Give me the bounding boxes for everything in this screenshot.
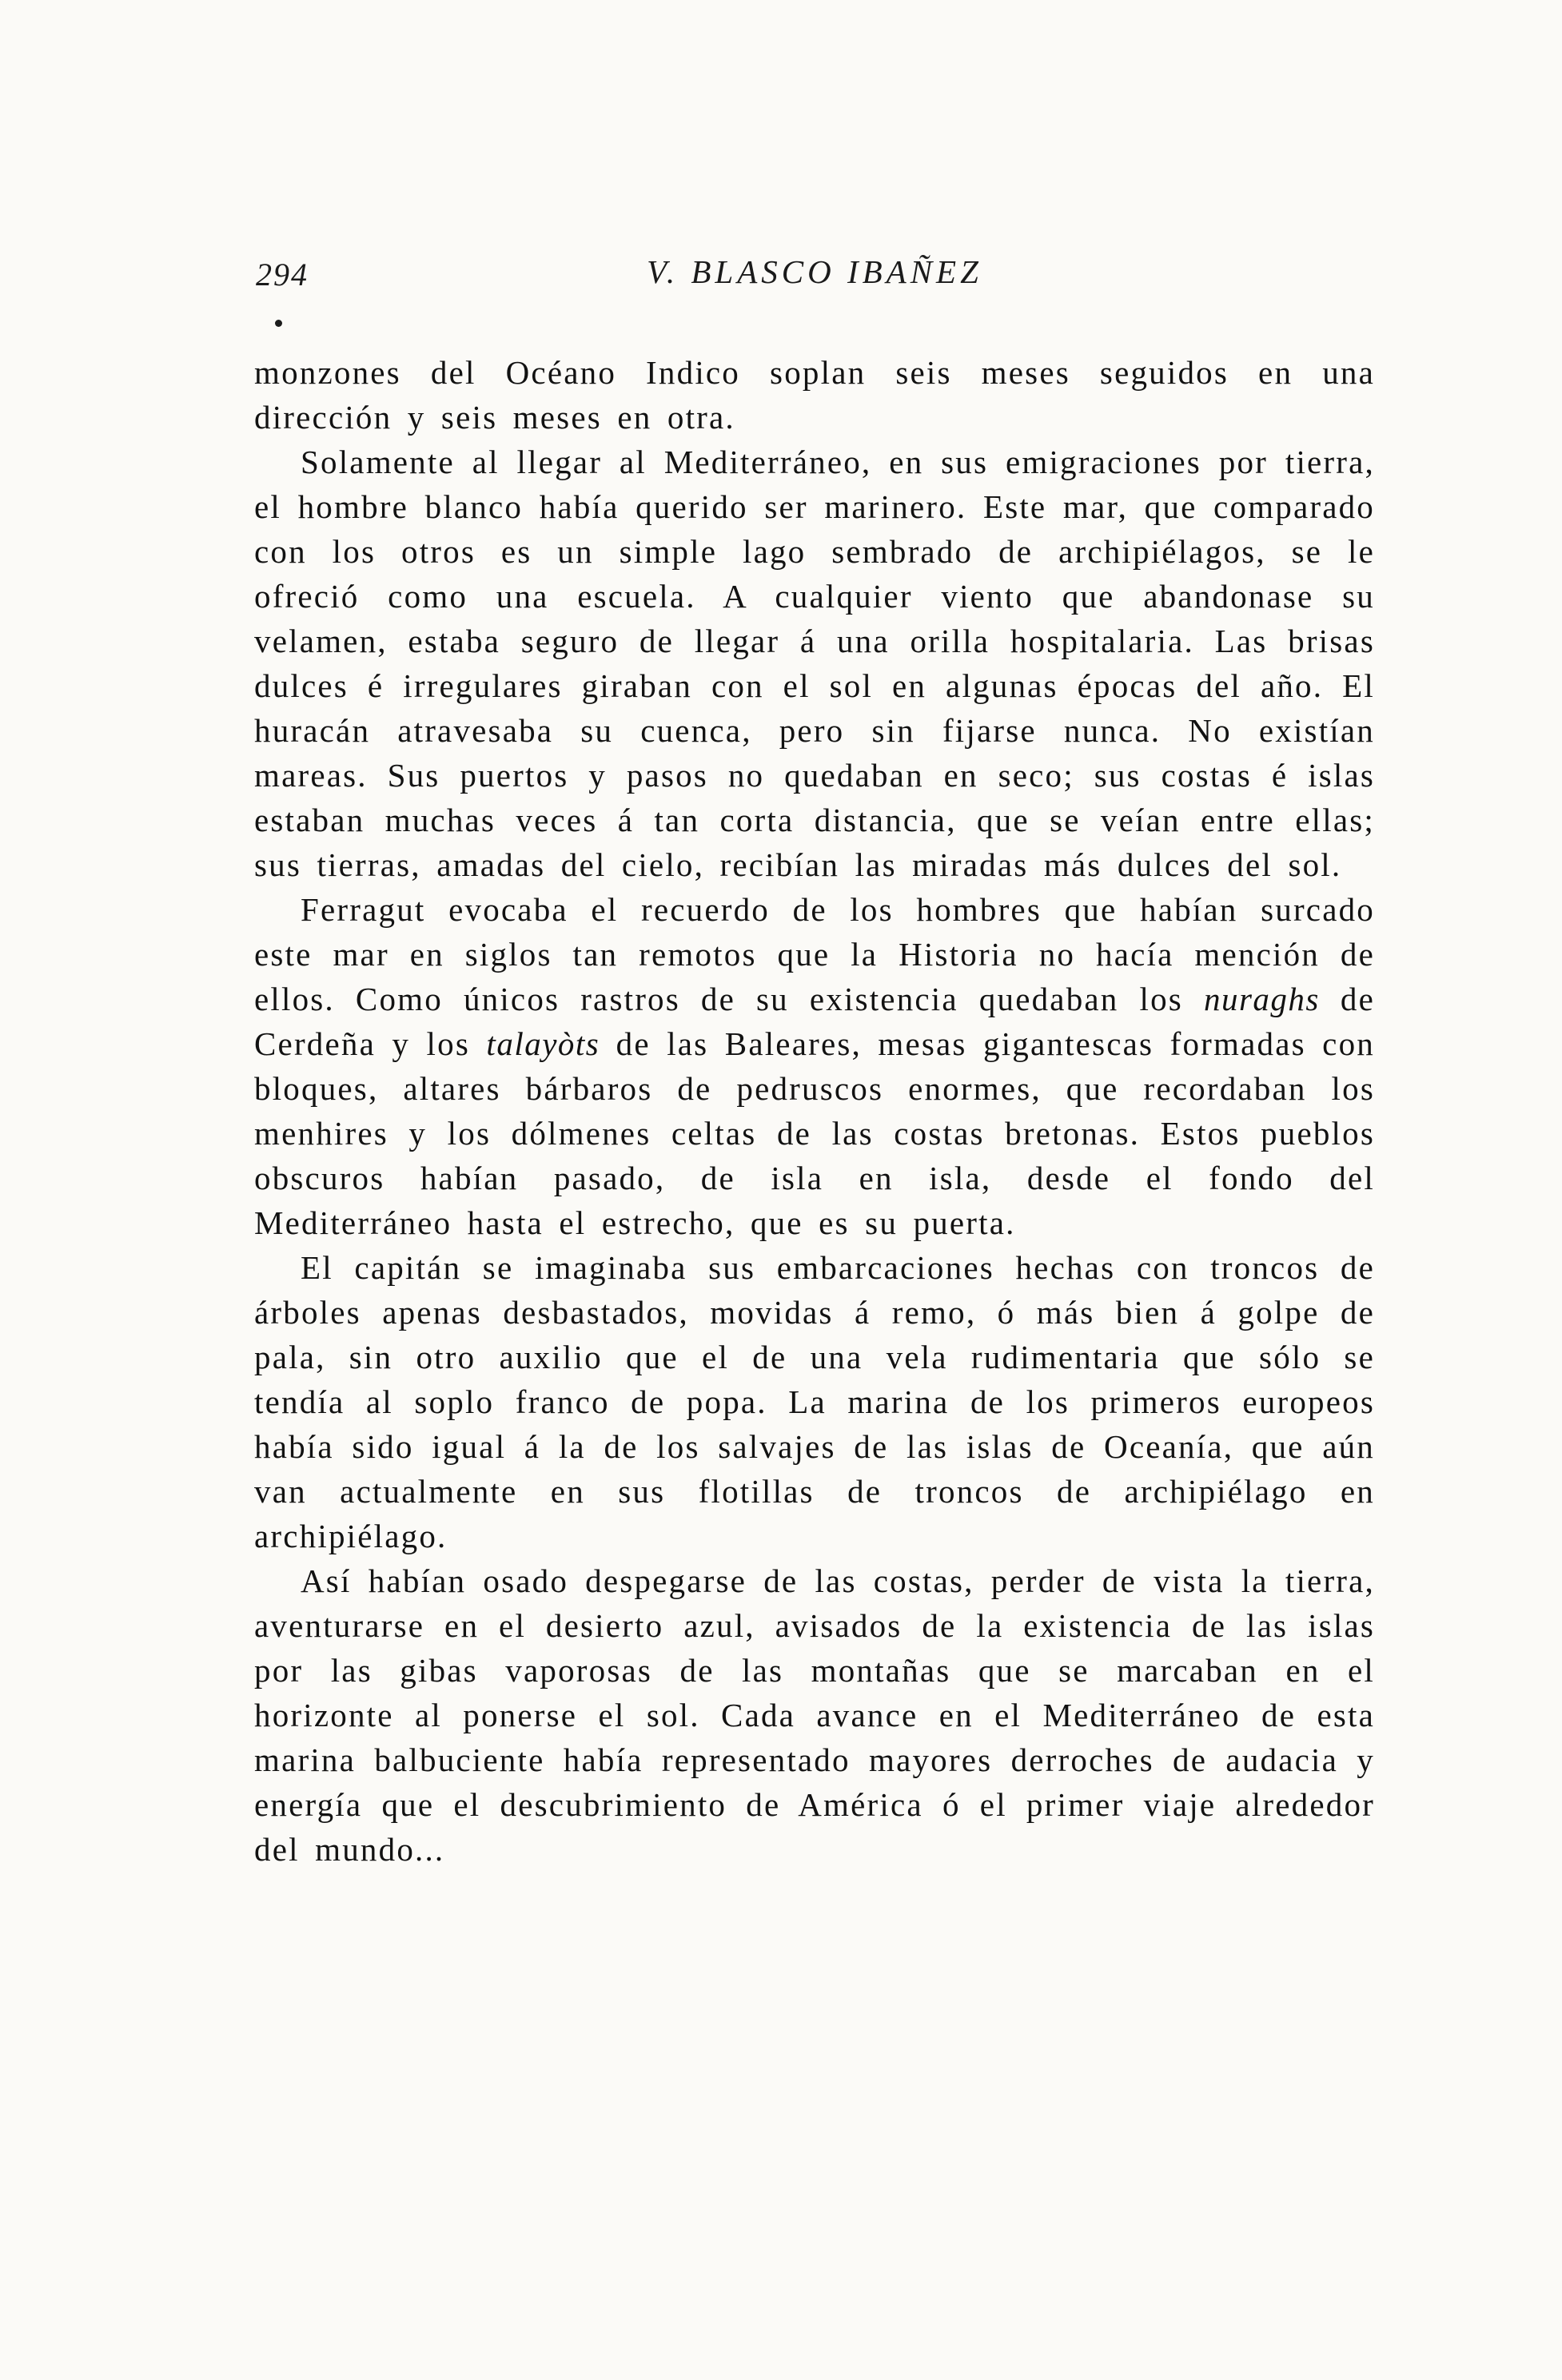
text-block [254, 253, 1375, 1872]
italic-term: talayòts [486, 1025, 600, 1062]
ink-dot-artifact [275, 320, 282, 327]
paragraph [254, 887, 1375, 1245]
page-header [254, 253, 1375, 305]
text-run: monzones del Océano Indico soplan seis meses seguidos en una dirección y seis meses en otra. [254, 354, 1375, 436]
paragraph [254, 1558, 1375, 1872]
italic-term: nuraghs [1203, 981, 1320, 1017]
paragraph [254, 350, 1375, 440]
text-run: Solamente al llegar al Mediterráneo, en sus emigraciones por tierra, el hombre blanco había querido ser marinero. Este mar, que comparado con los otros es un simple lago sembrado de archipiélagos, se le ofreció como una escuela. A cualquier viento que abandonase su velamen, estaba seguro de llegar á una orilla hospitalaria. Las brisas dulces é irregulares giraban con el sol en algunas épocas del año. El huracán atravesaba su cuenca, pero sin fijarse nunca. No existían mareas. Sus puertos y pasos no quedaban en seco; sus costas é islas estaban muchas veces á tan corta distancia, que se veían entre ellas; sus tierras, amadas del cielo, recibían las miradas más dulces del sol. [254, 444, 1375, 883]
text-run: Ferragut evocaba el recuerdo de los hombres que habían surcado este mar en siglos tan remotos que la Historia no hacía mención de ellos. Como únicos rastros de su existencia quedaban los [254, 891, 1375, 1017]
text-run: de las Baleares, mesas gigantescas formadas con bloques, altares bárbaros de pedruscos enormes, que recordaban los menhires y los dólmenes celtas de las costas bretonas. Estos pueblos obscuros habían pasado, de isla en isla, desde el fondo del Mediterráneo hasta el estrecho, que es su puerta. [254, 1025, 1375, 1241]
paragraph [254, 440, 1375, 887]
page-number: 294 [256, 257, 309, 293]
body-text [254, 350, 1375, 1872]
text-run: El capitán se imaginaba sus embarcaciones hechas con troncos de árboles apenas desbastados, movidas á remo, ó más bien á golpe de pala, sin otro auxilio que el de una vela rudimentaria que sólo se tendía al soplo franco de popa. La marina de los primeros europeos había sido igual á la de los salvajes de las islas de Oceanía, que aún van actualmente en sus flotillas de troncos de archipiélago en archipiélago. [254, 1249, 1375, 1554]
running-title: V. BLASCO IBAÑEZ [647, 253, 982, 290]
text-run: de Cerdeña y los [254, 981, 1375, 1062]
paragraph [254, 1245, 1375, 1558]
text-run: Así habían osado despegarse de las costas, perder de vista la tierra, aventurarse en el desierto azul, avisados de la existencia de las islas por las gibas vaporosas de las montañas que se marcaban en el horizonte al ponerse el sol. Cada avance en el Mediterráneo de esta marina balbuciente había representado mayores derroches de audacia y energía que el descubrimiento de América ó el primer viaje alrededor del mundo... [254, 1562, 1375, 1868]
